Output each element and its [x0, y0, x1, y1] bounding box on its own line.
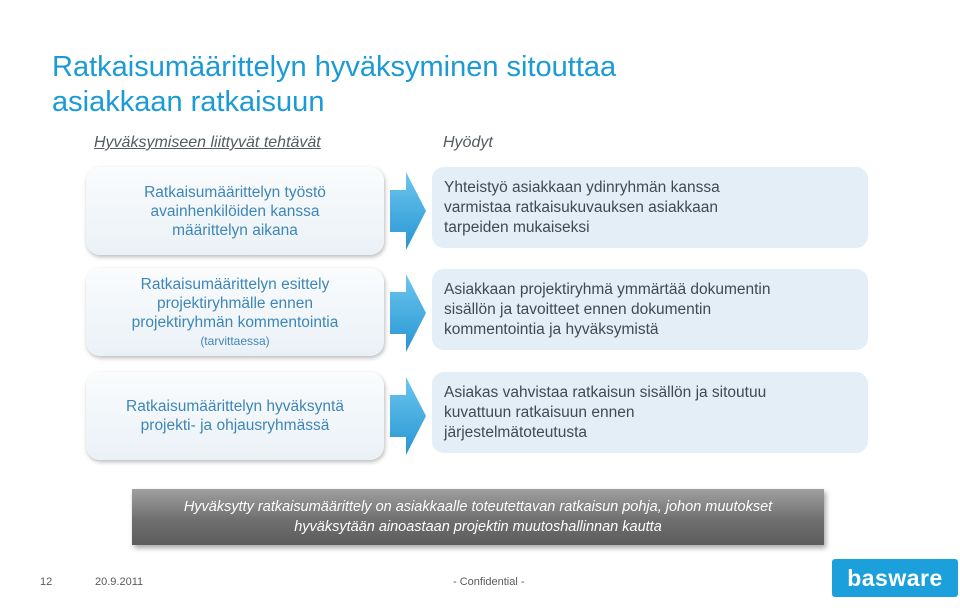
- summary-note-line-1: Hyväksytty ratkaisumäärittely on asiakkaalle toteutettavan ratkaisun pohja, johon muutokset: [183, 499, 773, 515]
- slide-title: [52, 50, 912, 120]
- benefit-1-line-1: Yhteistyö asiakkaan ydinryhmän kanssa: [444, 178, 720, 196]
- task-2-line-1: Ratkaisumäärittelyn esittely: [140, 275, 330, 293]
- confidential-label: - Confidential -: [453, 576, 525, 588]
- arrow-right-icon: [388, 375, 428, 457]
- slide-title-line-2: asiakkaan ratkaisuun: [52, 86, 325, 118]
- task-3-line-1: Ratkaisumäärittelyn hyväksyntä: [126, 398, 344, 415]
- benefit-1-line-3: tarpeiden mukaiseksi: [444, 218, 590, 236]
- task-1-line-2: avainhenkilöiden kanssa: [150, 202, 320, 220]
- task-2-note: (tarvittaessa): [200, 333, 270, 348]
- benefit-1-line-2: varmistaa ratkaisukuvauksen asiakkaan: [444, 198, 718, 216]
- task-3-line-2: projekti- ja ohjausryhmässä: [140, 417, 330, 434]
- logo-text: basware: [847, 564, 943, 591]
- task-box-3: [86, 372, 384, 460]
- basware-logo: [832, 559, 958, 597]
- benefit-2-line-2: sisällön ja tavoitteet ennen dokumentin: [444, 300, 712, 318]
- summary-note-line-2: hyväksytään ainoastaan projektin muutoshallinnan kautta: [294, 519, 662, 535]
- task-1-line-1: Ratkaisumäärittelyn työstö: [144, 183, 326, 201]
- tasks-heading: Hyväksymiseen liittyvät tehtävät: [94, 134, 321, 151]
- benefit-3-line-1: Asiakas vahvistaa ratkaisun sisällön ja sitoutuu: [444, 383, 767, 401]
- benefit-2-line-1: Asiakkaan projektiryhmä ymmärtää dokumentin: [444, 280, 771, 298]
- benefit-3-line-2: kuvattuun ratkaisuun ennen: [444, 403, 635, 421]
- task-box-1: [86, 167, 384, 255]
- benefit-box-1: [432, 167, 868, 248]
- arrow-right-icon: [388, 170, 428, 252]
- task-1-line-3: määrittelyn aikana: [172, 221, 298, 239]
- benefit-2-line-3: kommentointia ja hyväksymistä: [444, 320, 659, 338]
- summary-note: [132, 489, 824, 545]
- page-number: 12: [40, 576, 53, 588]
- task-box-2: [86, 268, 384, 356]
- benefit-box-2: [432, 269, 868, 350]
- footer-date: 20.9.2011: [95, 576, 144, 588]
- slide-title-line-1: Ratkaisumäärittelyn hyväksyminen sitouttaa: [52, 51, 617, 83]
- benefits-heading: Hyödyt: [443, 134, 493, 151]
- arrow-right-icon: [388, 272, 428, 354]
- task-2-line-3: projektiryhmän kommentointia: [131, 313, 339, 331]
- benefit-box-3: [432, 372, 868, 453]
- task-2-line-2: projektiryhmälle ennen: [157, 294, 313, 312]
- benefit-3-line-3: järjestelmätoteutusta: [444, 423, 588, 441]
